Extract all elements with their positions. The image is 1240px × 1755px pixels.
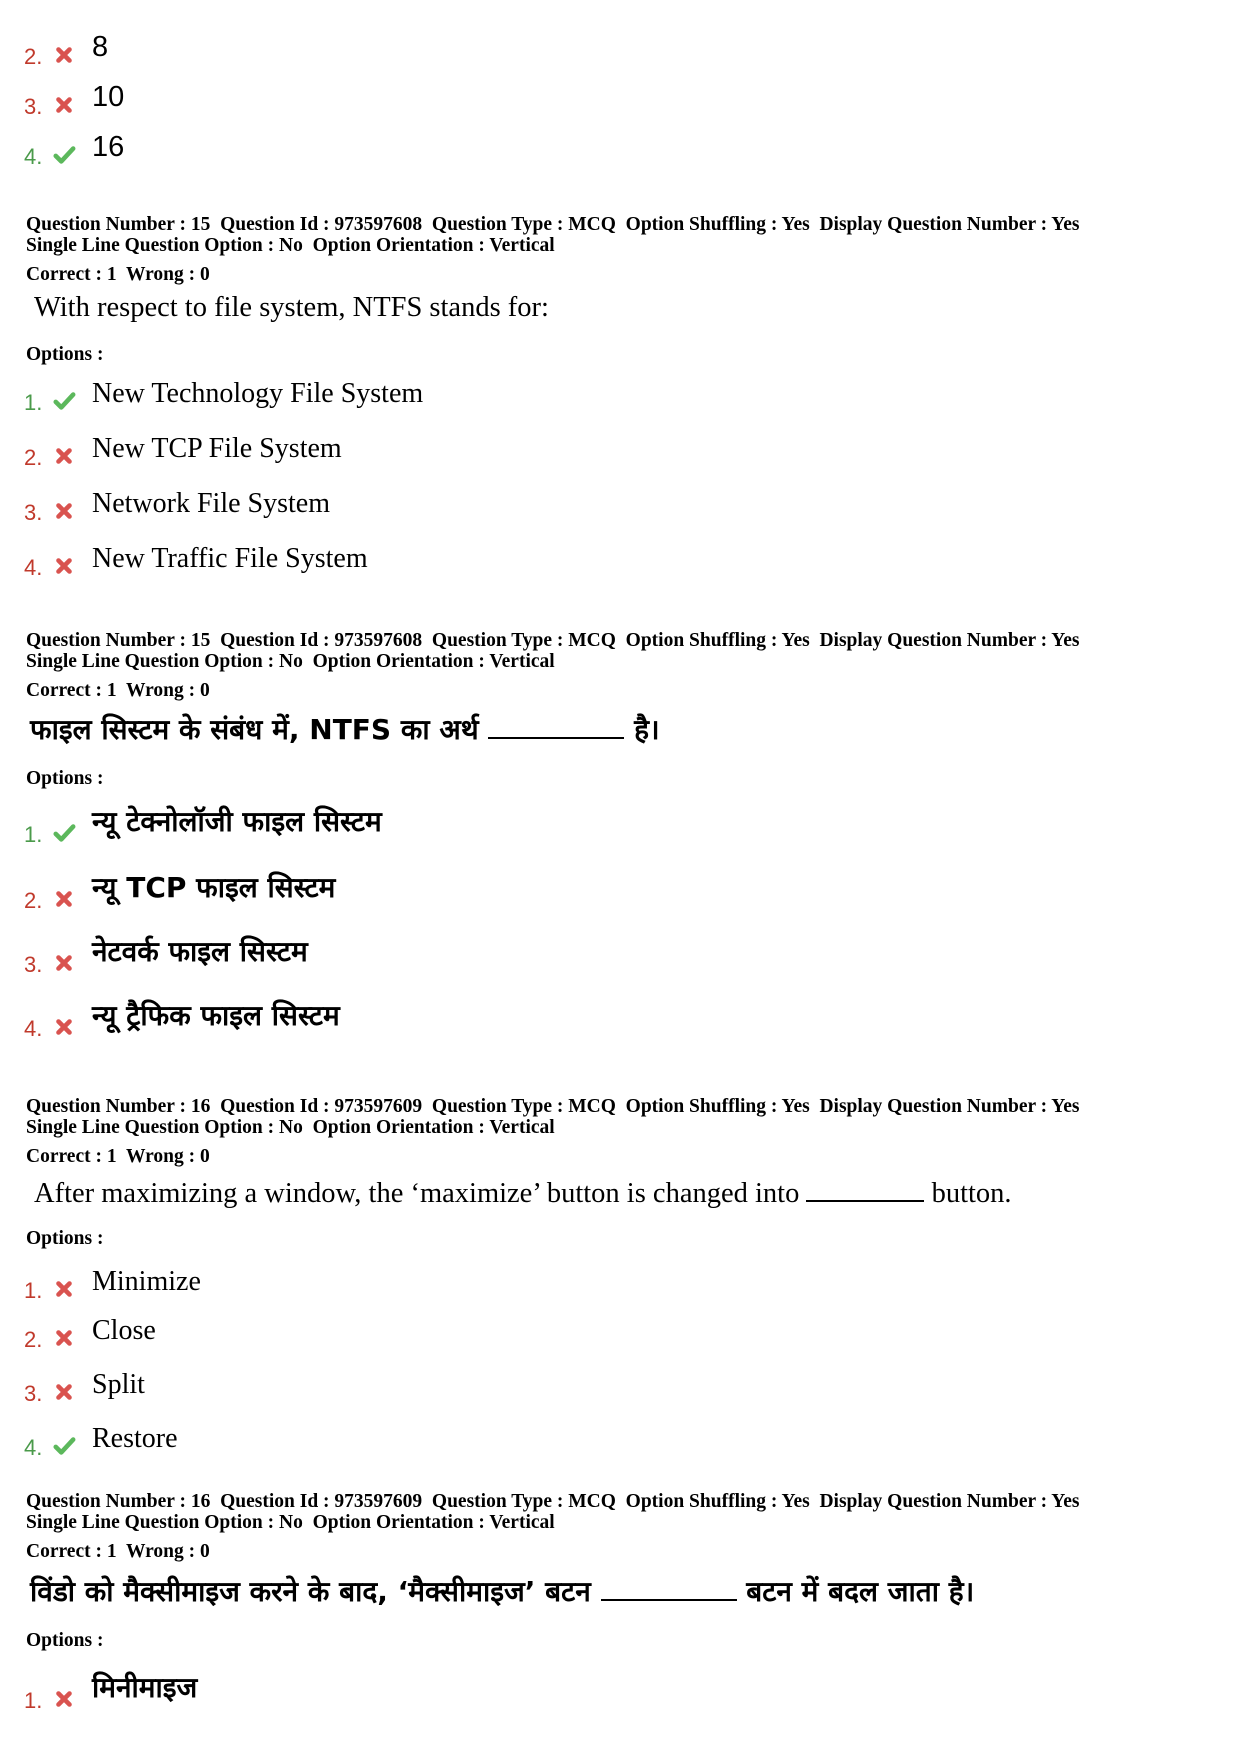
cross-icon [52,94,76,116]
question-text: With respect to file system, NTFS stands for: [34,292,549,323]
check-icon [52,144,76,166]
answer-blank [488,713,624,739]
option-number: 1. [24,1278,43,1303]
score-line: Correct : 1 Wrong : 0 [26,680,210,701]
option-number: 4. [24,555,43,580]
option-number: 3. [24,94,43,119]
cross-icon [52,1327,76,1349]
cross-icon [52,952,76,974]
option-text: Network File System [92,488,330,519]
question-meta: Question Number : 15 Question Id : 973597608 Question Type : MCQ Option Shuffling : Yes Display Question Number : Yes Single Line Question Option : No Option Orientation : Vertical [26,630,1080,672]
option-text: न्यू ट्रैफिक फाइल सिस्टम [92,999,340,1032]
option-text: 10 [92,81,125,113]
question-text: फाइल सिस्टम के संबंध में, NTFS का अर्थ है। [30,713,660,746]
options-label: Options : [26,344,104,365]
question-text: After maximizing a window, the ‘maximize’ button is changed into button. [34,1178,1012,1209]
option-text: Minimize [92,1266,201,1297]
option-number: 2. [24,1327,43,1352]
answer-blank [806,1176,924,1202]
cross-icon [52,445,76,467]
cross-icon [52,1016,76,1038]
option-text: 8 [92,31,109,63]
option-number: 3. [24,500,43,525]
option-number: 1. [24,390,43,415]
option-text: Close [92,1315,156,1346]
question-meta: Question Number : 15 Question Id : 973597608 Question Type : MCQ Option Shuffling : Yes Display Question Number : Yes Single Line Question Option : No Option Orientation : Vertical [26,214,1080,256]
option-text: 16 [92,131,125,163]
options-label: Options : [26,768,104,789]
cross-icon [52,44,76,66]
option-text: Restore [92,1423,178,1454]
options-label: Options : [26,1228,104,1249]
check-icon [52,1435,76,1457]
check-icon [52,390,76,412]
option-text: New Technology File System [92,378,424,409]
option-text: न्यू TCP फाइल सिस्टम [92,871,336,904]
cross-icon [52,1688,76,1710]
check-icon [52,822,76,844]
option-text: New Traffic File System [92,543,368,574]
option-number: 4. [24,144,43,169]
score-line: Correct : 1 Wrong : 0 [26,1541,210,1562]
option-number: 1. [24,1688,43,1713]
option-number: 2. [24,445,43,470]
option-text: New TCP File System [92,433,342,464]
cross-icon [52,555,76,577]
option-text: Split [92,1369,145,1400]
question-meta: Question Number : 16 Question Id : 973597609 Question Type : MCQ Option Shuffling : Yes Display Question Number : Yes Single Line Question Option : No Option Orientation : Vertical [26,1491,1080,1533]
cross-icon [52,500,76,522]
options-label: Options : [26,1630,104,1651]
cross-icon [52,1278,76,1300]
answer-blank [601,1575,737,1601]
cross-icon [52,888,76,910]
cross-icon [52,1381,76,1403]
option-number: 1. [24,822,43,847]
option-number: 2. [24,44,43,69]
option-number: 2. [24,888,43,913]
option-text: नेटवर्क फाइल सिस्टम [92,935,308,968]
score-line: Correct : 1 Wrong : 0 [26,1146,210,1167]
score-line: Correct : 1 Wrong : 0 [26,264,210,285]
option-number: 4. [24,1435,43,1460]
question-text: विंडो को मैक्सीमाइज करने के बाद, ‘मैक्सीमाइज’ बटन बटन में बदल जाता है। [30,1575,975,1608]
question-meta: Question Number : 16 Question Id : 973597609 Question Type : MCQ Option Shuffling : Yes Display Question Number : Yes Single Line Question Option : No Option Orientation : Vertical [26,1096,1080,1138]
option-text: न्यू टेक्नोलॉजी फाइल सिस्टम [92,805,382,838]
option-text: मिनीमाइज [92,1671,198,1704]
option-number: 3. [24,1381,43,1406]
option-number: 4. [24,1016,43,1041]
option-number: 3. [24,952,43,977]
